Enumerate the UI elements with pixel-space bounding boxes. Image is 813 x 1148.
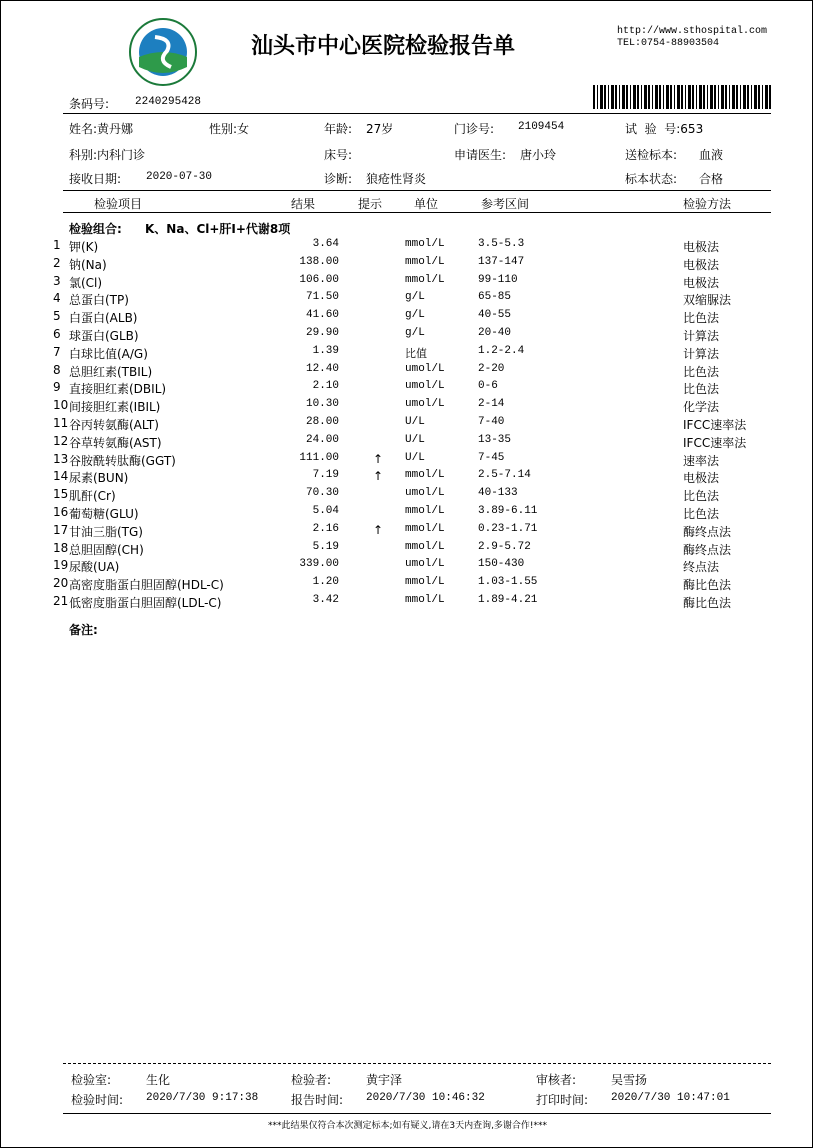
method: 比色法 xyxy=(683,507,720,521)
dashed-divider xyxy=(63,1063,771,1064)
result-value: 1.20 xyxy=(312,576,339,589)
reference-range: 0.23-1.71 xyxy=(478,522,538,535)
table-row xyxy=(53,380,773,398)
result-value: 106.00 xyxy=(299,273,339,286)
test-name: 直接胆红素(DBIL) xyxy=(69,382,167,397)
unit: umol/L xyxy=(405,398,445,411)
result-value: 3.64 xyxy=(312,238,339,250)
diagnosis-label: 诊断: xyxy=(324,172,353,186)
group-value: K、Na、Cl+肝I+代谢8项 xyxy=(145,222,291,236)
barcode-image xyxy=(593,85,773,109)
result-value: 70.30 xyxy=(305,487,339,500)
method: 比色法 xyxy=(683,311,720,326)
test-no: 试 验 号:653 xyxy=(625,122,704,136)
table-row xyxy=(53,274,773,292)
divider xyxy=(63,212,771,213)
unit: U/L xyxy=(405,451,425,464)
row-number: 15 xyxy=(53,487,69,502)
result-value: 1.39 xyxy=(312,344,339,357)
unit: mmol/L xyxy=(405,540,445,553)
reviewer-label: 审核者: xyxy=(536,1073,577,1087)
result-value: 12.40 xyxy=(305,362,339,375)
abnormal-flag: ↑ xyxy=(373,451,384,466)
result-value: 339.00 xyxy=(299,558,339,571)
col-method: 检验方法 xyxy=(683,197,732,211)
reference-range: 3.89-6.11 xyxy=(478,505,538,517)
table-row xyxy=(53,558,773,576)
method: 酶比色法 xyxy=(683,578,732,593)
test-name: 谷丙转氨酶(ALT) xyxy=(69,418,159,432)
row-number: 21 xyxy=(53,594,69,608)
table-row xyxy=(53,416,773,434)
abnormal-flag: ↑ xyxy=(373,522,384,537)
report-time-label: 报告时间: xyxy=(291,1093,344,1107)
method: 化学法 xyxy=(683,400,720,415)
unit: umol/L xyxy=(405,380,445,393)
result-value: 2.10 xyxy=(312,380,339,393)
requesting-doctor: 唐小玲 xyxy=(520,148,557,162)
reference-range: 3.5-5.3 xyxy=(478,238,525,250)
reference-range: 2.5-7.14 xyxy=(478,469,531,482)
table-row xyxy=(53,469,773,487)
method: 酶比色法 xyxy=(683,596,732,610)
table-row xyxy=(53,256,773,274)
patient-name: 姓名:黄丹娜 xyxy=(69,122,134,136)
method: 电极法 xyxy=(683,257,720,272)
unit: mmol/L xyxy=(405,594,445,606)
reference-range: 137-147 xyxy=(478,255,525,268)
test-time: 2020/7/30 9:17:38 xyxy=(146,1092,259,1104)
result-value: 28.00 xyxy=(305,416,339,428)
reference-range: 20-40 xyxy=(478,327,512,339)
specimen-status: 合格 xyxy=(699,172,724,186)
reviewer: 吴雪扬 xyxy=(611,1073,648,1087)
reference-range: 1.03-1.55 xyxy=(478,576,538,589)
row-number: 4 xyxy=(53,291,61,306)
row-number: 7 xyxy=(53,344,61,359)
report-title: 汕头市中心医院检验报告单 xyxy=(251,33,516,59)
method: 计算法 xyxy=(683,329,720,343)
method: 电极法 xyxy=(683,240,720,254)
row-number: 5 xyxy=(53,309,61,324)
hospital-tel: TEL:0754-88903504 xyxy=(617,38,720,49)
method: 电极法 xyxy=(683,275,720,290)
method: 比色法 xyxy=(683,489,720,504)
row-number: 9 xyxy=(53,380,61,395)
test-name: 总胆固醇(CH) xyxy=(69,542,144,557)
reference-range: 99-110 xyxy=(478,273,518,286)
method: IFCC速率法 xyxy=(683,435,747,450)
row-number: 18 xyxy=(53,540,69,555)
test-name: 白球比值(A/G) xyxy=(69,346,148,361)
divider xyxy=(63,1113,771,1114)
test-name: 低密度脂蛋白胆固醇(LDL-C) xyxy=(69,596,222,610)
col-item: 检验项目 xyxy=(94,197,143,211)
row-number: 8 xyxy=(53,362,61,377)
unit: g/L xyxy=(405,327,425,339)
test-name: 谷草转氨酶(AST) xyxy=(69,435,162,450)
reference-range: 40-133 xyxy=(478,487,518,500)
table-row xyxy=(53,523,773,541)
doctor-label: 申请医生: xyxy=(454,148,507,162)
test-name: 甘油三脂(TG) xyxy=(69,524,143,539)
table-row xyxy=(53,398,773,416)
unit: umol/L xyxy=(405,558,445,571)
clinic-no-label: 门诊号: xyxy=(454,122,495,136)
col-flag: 提示 xyxy=(358,197,383,211)
footer-note: ***此结果仅符合本次测定标本;如有疑义,请在3天内查询,多谢合作!*** xyxy=(267,1121,548,1131)
test-name: 球蛋白(GLB) xyxy=(69,329,139,343)
reference-range: 1.89-4.21 xyxy=(478,594,538,606)
test-name: 高密度脂蛋白胆固醇(HDL-C) xyxy=(69,578,224,593)
table-row xyxy=(53,452,773,470)
reference-range: 2.9-5.72 xyxy=(478,540,531,553)
table-row xyxy=(53,541,773,559)
received-date: 2020-07-30 xyxy=(146,171,213,183)
result-value: 5.19 xyxy=(312,540,339,553)
received-label: 接收日期: xyxy=(69,172,122,186)
reference-range: 150-430 xyxy=(478,558,525,571)
reference-range: 65-85 xyxy=(478,291,512,304)
table-row xyxy=(53,238,773,256)
test-name: 总蛋白(TP) xyxy=(69,293,129,308)
age-label: 年龄: xyxy=(324,122,353,136)
method: IFCC速率法 xyxy=(683,418,747,432)
row-number: 2 xyxy=(53,255,61,270)
test-name: 谷胺酰转肽酶(GGT) xyxy=(69,453,176,468)
result-value: 5.04 xyxy=(312,505,339,517)
method: 计算法 xyxy=(683,346,720,361)
unit: g/L xyxy=(405,291,425,304)
unit: 比值 xyxy=(405,348,427,361)
divider xyxy=(63,190,771,191)
table-row xyxy=(53,345,773,363)
row-number: 11 xyxy=(53,416,69,430)
status-label: 标本状态: xyxy=(625,172,678,186)
lab: 生化 xyxy=(146,1073,171,1087)
clinic-no: 2109454 xyxy=(518,121,565,133)
result-value: 7.19 xyxy=(312,469,339,482)
reference-range: 0-6 xyxy=(478,380,498,393)
lab-label: 检验室: xyxy=(71,1073,112,1087)
table-row xyxy=(53,505,773,523)
result-value: 3.42 xyxy=(312,594,339,606)
unit: mmol/L xyxy=(405,505,445,517)
unit: umol/L xyxy=(405,487,445,500)
reference-range: 1.2-2.4 xyxy=(478,344,525,357)
table-row xyxy=(53,434,773,452)
test-name: 尿酸(UA) xyxy=(69,560,120,575)
method: 酶终点法 xyxy=(683,542,732,557)
table-row xyxy=(53,576,773,594)
test-name: 白蛋白(ALB) xyxy=(69,311,138,326)
method: 电极法 xyxy=(683,471,720,486)
patient-age: 27岁 xyxy=(366,122,394,136)
tester-label: 检验者: xyxy=(291,1073,332,1087)
result-value: 10.30 xyxy=(305,398,339,411)
barcode-number: 2240295428 xyxy=(135,96,202,108)
method: 酶终点法 xyxy=(683,524,732,539)
reference-range: 7-45 xyxy=(478,451,505,464)
table-row xyxy=(53,487,773,505)
unit: mmol/L xyxy=(405,255,445,268)
result-value: 2.16 xyxy=(312,522,339,535)
test-name: 葡萄糖(GLU) xyxy=(69,507,139,521)
table-row xyxy=(53,309,773,327)
row-number: 13 xyxy=(53,451,69,466)
tester: 黄宇泽 xyxy=(366,1073,403,1087)
print-time: 2020/7/30 10:47:01 xyxy=(611,1092,730,1104)
report-time: 2020/7/30 10:46:32 xyxy=(366,1092,485,1104)
result-value: 111.00 xyxy=(299,451,339,464)
unit: g/L xyxy=(405,309,425,322)
reference-range: 2-20 xyxy=(478,362,505,375)
table-row xyxy=(53,291,773,309)
test-name: 肌酐(Cr) xyxy=(69,489,116,504)
group-label: 检验组合: xyxy=(69,222,122,236)
remark-label: 备注: xyxy=(69,623,98,637)
test-name: 钠(Na) xyxy=(69,257,107,272)
diagnosis: 狼疮性肾炎 xyxy=(366,172,427,186)
method: 速率法 xyxy=(683,453,720,468)
col-result: 结果 xyxy=(291,197,316,211)
unit: U/L xyxy=(405,416,425,428)
barcode-label: 条码号: xyxy=(69,97,110,111)
reference-range: 40-55 xyxy=(478,309,512,322)
test-name: 氯(Cl) xyxy=(69,275,103,290)
test-name: 总胆红素(TBIL) xyxy=(69,364,153,379)
table-row xyxy=(53,363,773,381)
unit: mmol/L xyxy=(405,522,445,535)
col-ref: 参考区间 xyxy=(481,197,530,211)
row-number: 17 xyxy=(53,522,69,537)
unit: mmol/L xyxy=(405,273,445,286)
bed-no: 床号: xyxy=(324,148,353,162)
hospital-url: http://www.sthospital.com xyxy=(617,26,768,37)
department: 科别:内科门诊 xyxy=(69,148,146,162)
hospital-logo xyxy=(127,17,199,87)
result-value: 29.90 xyxy=(305,327,339,339)
unit: mmol/L xyxy=(405,469,445,482)
test-name: 间接胆红素(IBIL) xyxy=(69,400,161,415)
unit: mmol/L xyxy=(405,576,445,589)
test-name: 尿素(BUN) xyxy=(69,471,129,486)
unit: U/L xyxy=(405,433,425,446)
test-name: 钾(K) xyxy=(69,240,99,254)
result-value: 138.00 xyxy=(299,255,339,268)
table-row xyxy=(53,594,773,612)
reference-range: 7-40 xyxy=(478,416,505,428)
print-time-label: 打印时间: xyxy=(536,1093,589,1107)
specimen-label: 送检标本: xyxy=(625,148,678,162)
row-number: 3 xyxy=(53,273,61,288)
table-row xyxy=(53,327,773,345)
row-number: 16 xyxy=(53,505,69,519)
method: 比色法 xyxy=(683,364,720,379)
patient-sex: 性别:女 xyxy=(209,122,250,136)
row-number: 6 xyxy=(53,327,61,341)
row-number: 14 xyxy=(53,469,69,484)
test-time-label: 检验时间: xyxy=(71,1093,124,1107)
row-number: 20 xyxy=(53,576,69,591)
row-number: 12 xyxy=(53,433,69,448)
reference-range: 2-14 xyxy=(478,398,505,411)
method: 终点法 xyxy=(683,560,720,575)
unit: umol/L xyxy=(405,362,445,375)
col-unit: 单位 xyxy=(414,197,439,211)
result-value: 24.00 xyxy=(305,433,339,446)
abnormal-flag: ↑ xyxy=(373,469,384,484)
specimen: 血液 xyxy=(699,148,724,162)
reference-range: 13-35 xyxy=(478,433,512,446)
row-number: 1 xyxy=(53,238,61,252)
method: 双缩脲法 xyxy=(683,293,732,308)
result-value: 71.50 xyxy=(305,291,339,304)
result-value: 41.60 xyxy=(305,309,339,322)
row-number: 19 xyxy=(53,558,69,573)
divider xyxy=(63,113,771,114)
unit: mmol/L xyxy=(405,238,445,250)
method: 比色法 xyxy=(683,382,720,397)
row-number: 10 xyxy=(53,398,69,413)
